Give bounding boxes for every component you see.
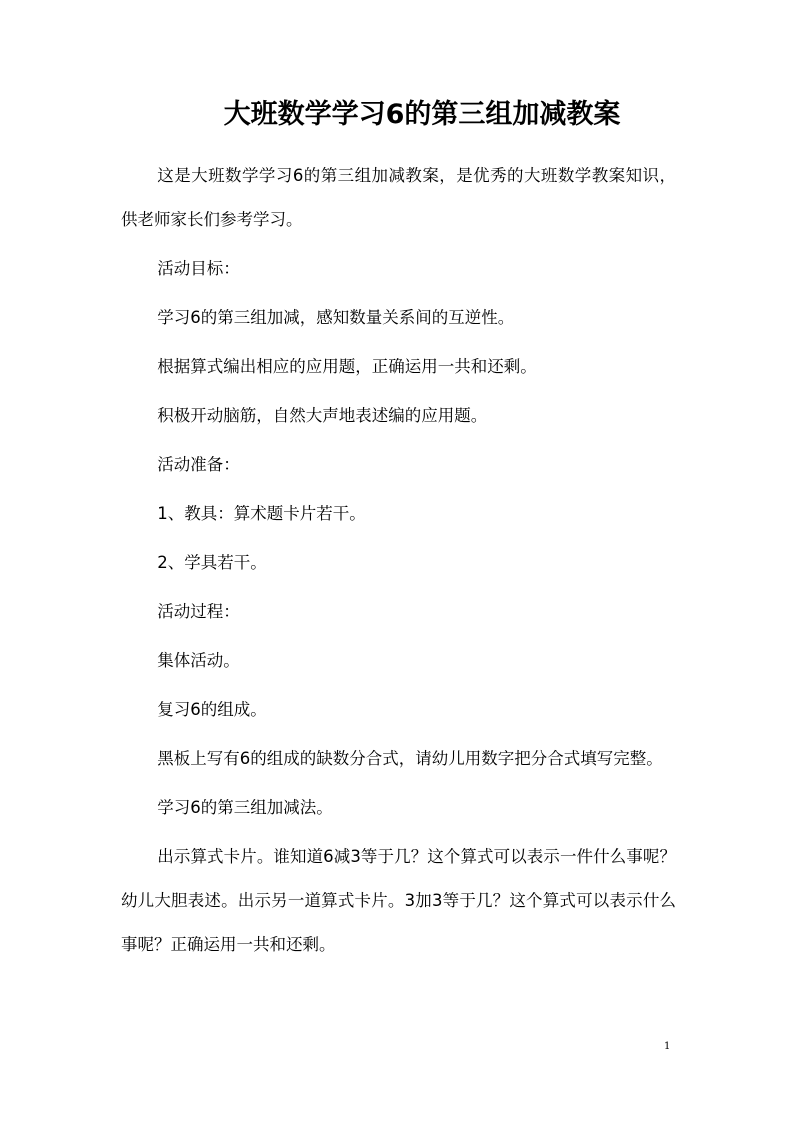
heading-activity-process: 活动过程：	[157, 602, 240, 621]
document-body	[121, 164, 676, 982]
paragraph-prep-2: 2、学具若干。	[157, 553, 267, 572]
paragraph-show-cards: 出示算式卡片。谁知道6减3等于几？这个算式可以表示一件什么事呢？幼儿大胆表述。出示另一道算式卡片。3加3等于几？这个算式可以表示什么事呢？正确运用一共和还剩。	[121, 847, 676, 954]
paragraph-group-activity: 集体活动。	[157, 651, 240, 670]
heading-activity-preparation: 活动准备：	[157, 455, 240, 474]
paragraph-goal-1: 学习6的第三组加减，感知数量关系间的互逆性。	[157, 308, 515, 327]
paragraph-goal-2: 根据算式编出相应的应用题，正确运用一共和还剩。	[157, 357, 537, 376]
paragraph-prep-1: 1、教具：算术题卡片若干。	[157, 504, 366, 523]
heading-activity-goals: 活动目标：	[157, 259, 240, 278]
paragraph-review: 复习6的组成。	[157, 700, 267, 719]
page-number: 1	[664, 1041, 671, 1052]
paragraph-intro: 这是大班数学学习6的第三组加减教案，是优秀的大班数学教案知识，供老师家长们参考学习。	[121, 166, 676, 229]
paragraph-blackboard: 黑板上写有6的组成的缺数分合式，请幼儿用数字把分合式填写完整。	[157, 749, 663, 768]
paragraph-learn-third-group: 学习6的第三组加减法。	[157, 798, 333, 817]
document-title: 大班数学学习6的第三组加减教案	[223, 99, 621, 130]
paragraph-goal-3: 积极开动脑筋，自然大声地表述编的应用题。	[157, 406, 488, 425]
